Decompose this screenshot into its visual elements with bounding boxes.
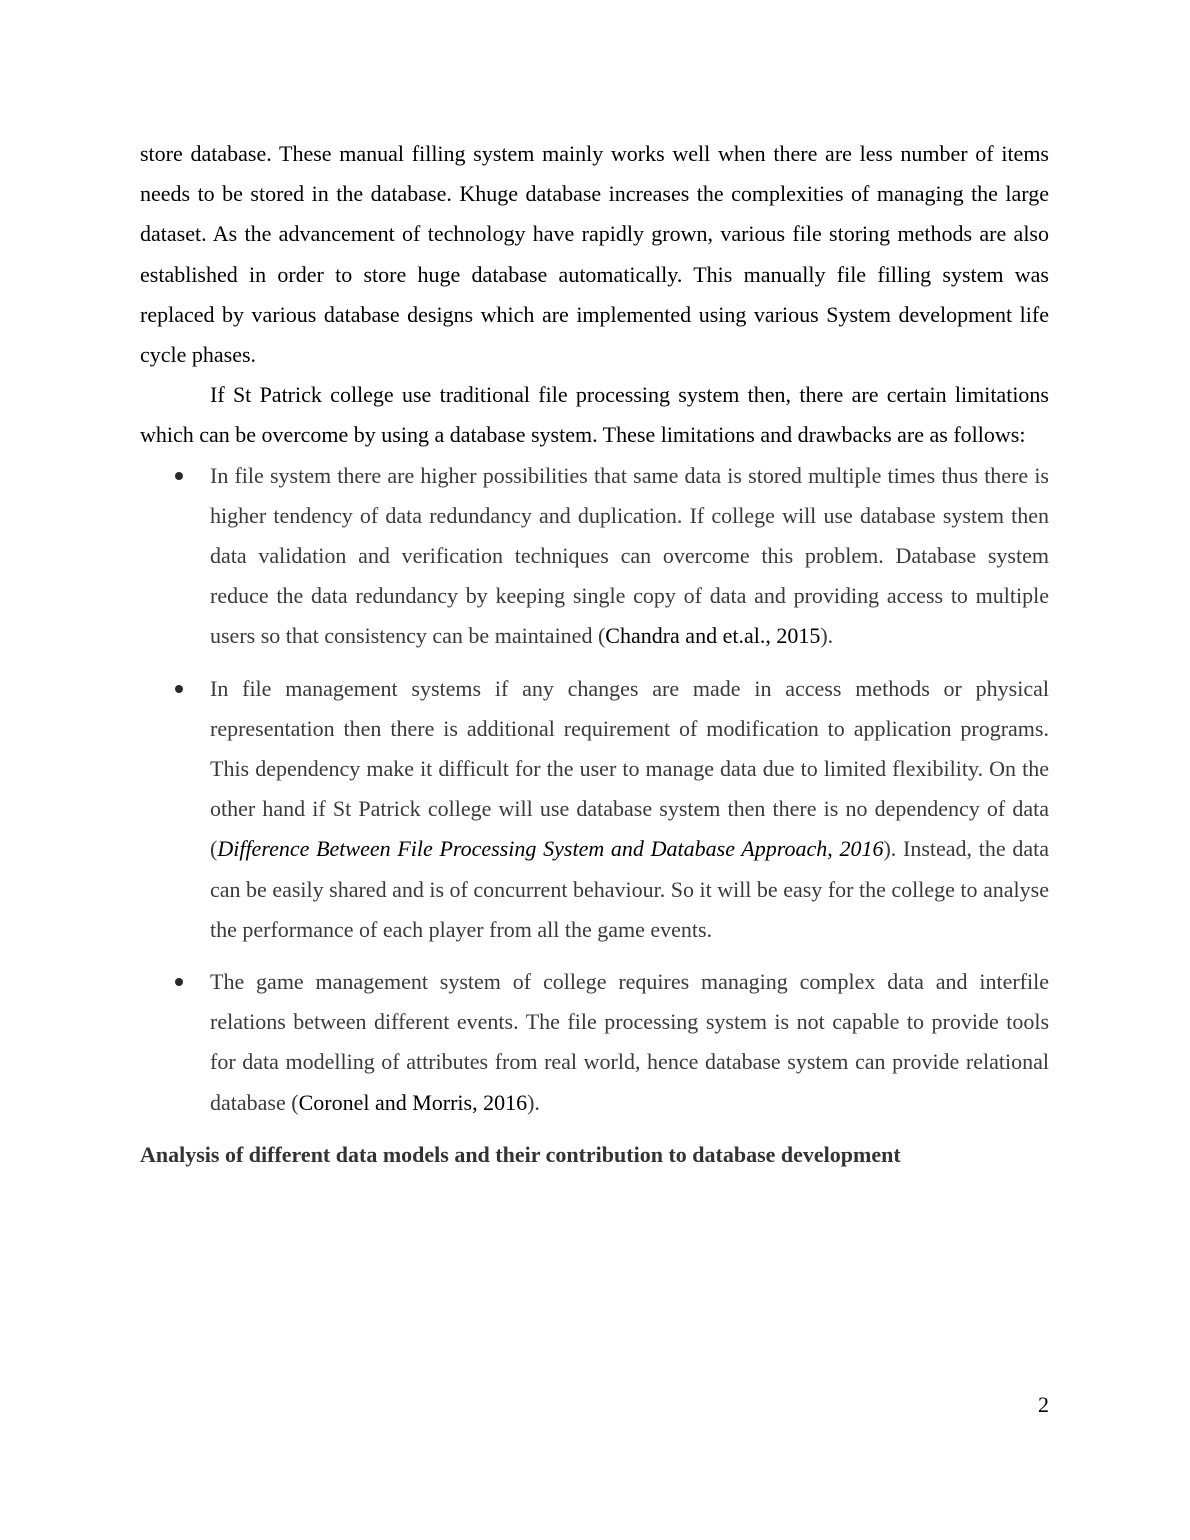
bullet-text: The game management system of college requires managing complex data and interfile relations between different events. The file processing system is not capable to provide tools for data modelling of attributes from real world, hence database system can provide relational database ( [210, 969, 1049, 1115]
citation-separator: , [827, 836, 840, 862]
limitations-list [140, 456, 1049, 1123]
bullet-icon [175, 472, 183, 480]
citation-year: 2016 [839, 836, 884, 862]
bullet-icon [175, 978, 183, 986]
citation: Chandra and et.al., 2015 [605, 623, 821, 649]
bullet-text-end: ). [820, 623, 834, 649]
bullet-text-end: ). [527, 1089, 540, 1115]
paragraph-limitations-intro: If St Patrick college use traditional file processing system then, there are certain limitations which can be overcome by using a database system. These limitations and drawbacks are as follows: [140, 382, 1049, 448]
list-item [140, 456, 1049, 657]
citation: Coronel and Morris, 2016 [298, 1089, 528, 1115]
paragraph-continuation: store database. These manual filling system mainly works well when there are less number of items needs to be stored in the database. Khuge database increases the complexities of managing the large dataset. As the advancement of technology have rapidly grown, various file storing methods are also established in order to store huge database automatically. This manually file filling system was replaced by various database designs which are implemented using various System development life cycle phases. [140, 141, 1049, 368]
bullet-text: In file system there are higher possibilities that same data is stored multiple times thus there is higher tendency of data redundancy and duplication. If college will use database system then data validation and verification techniques can overcome this problem. Database system reduce the data redundancy by keeping single copy of data and providing access to multiple users so that consistency can be maintained ( [210, 462, 1049, 649]
page-number: 2 [1038, 1392, 1049, 1417]
bullet-text-end: ). Instead, the data can be easily shared and is of concurrent behaviour. So it will be easy for the college to analyse the performance of each player from all the game events. [210, 836, 1049, 942]
list-item [140, 962, 1049, 1123]
section-heading: Analysis of different data models and their contribution to database development [140, 1141, 901, 1167]
list-item [140, 669, 1049, 950]
page-body [140, 134, 1049, 1175]
bullet-text: In file management systems if any changes are made in access methods or physical representation then there is additional requirement of modification to application programs. This dependency make it difficult for the user to manage data due to limited flexibility. On the other hand if St Patrick college will use database system then there is no dependency of data ( [210, 675, 1049, 862]
citation-title: Difference Between File Processing System and Database Approach [217, 836, 828, 862]
bullet-icon [175, 685, 183, 693]
